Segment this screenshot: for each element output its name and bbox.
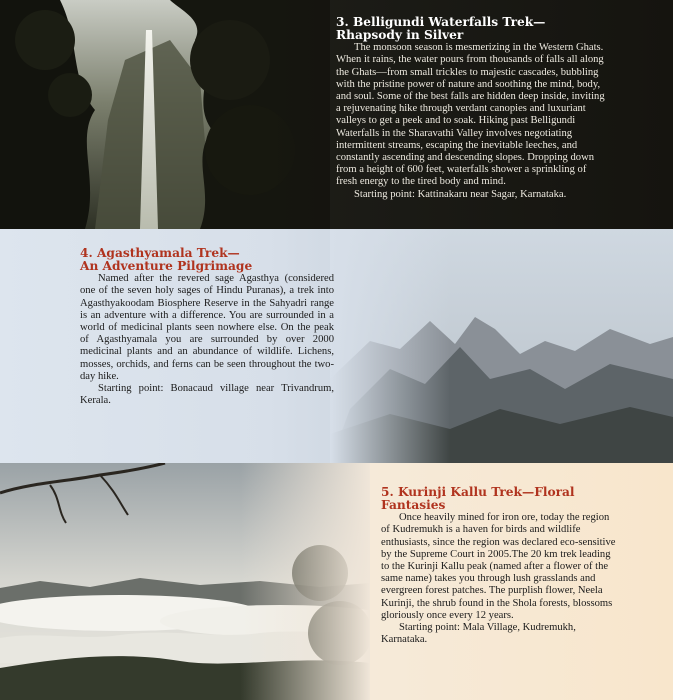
trek-body-kurinji-kallu: Once heavily mined for iron ore, today the region of Kudremukh is a haven for birds and wildlife enthusiasts, since the region was declared eco-sensitive by the Supreme Court in 2005.The 20 km trek leading to the Kurinji Kallu peak (named after a flower of the same name) takes you through lush grasslands and evergreen forest patches. The purplish flower, Neela Kurinji, the shrub found in the Shola forests, blossoms gloriously once every 12 years. — [381, 512, 616, 621]
trek-section-kurinji-kallu — [0, 463, 673, 700]
trek-body-belligundi: The monsoon season is mesmerizing in the Western Ghats. When it rains, the water pours from thousands of falls all along the Ghats—from small trickles to majestic cascades, bubbling with the pristine power of nature and soothing the mind, body, and soul. Some of the best falls are hidden deep inside, inviting a rejuvenating hike through verdant canopies and luxuriant valleys to get a peek and to soak. Hiking past Belligundi Waterfalls in the Sharavathi Valley involves negotiating intermittent streams, escaping the inevitable leeches, and constantly ascending and descending slopes. Dropping down from a height of 600 feet, waterfalls shower a sprinkling of fresh energy to the tired body and mind. — [336, 42, 605, 188]
trek-text-kurinji-kallu — [381, 486, 617, 646]
trek-text-belligundi — [336, 16, 606, 201]
trek-text-agasthyamala — [80, 247, 334, 407]
misty-mountains-photo — [330, 229, 673, 463]
trek-title-kurinji-kallu: 5. Kurinji Kallu Trek—Floral Fantasies — [381, 485, 575, 512]
trek-starting-point-belligundi: Starting point: Kattinakaru near Sagar, Karnataka. — [354, 188, 567, 200]
clouds-valley-photo — [0, 463, 370, 700]
trek-body-agasthyamala: Named after the revered sage Agasthya (considered one of the seven holy sages of Hindu Puranas), a trek into Agasthyakoodam Biosphere Reserve in the Sahyadri range is an adventure with a difference. You are surrounded in a world of medicinal plants seen nowhere else. On the peak of Agasthyamala you are surrounded by over 2000 medicinal plants and an abundance of wildlife. Lichens, mosses, orchids, and ferns can be seen throughout the two-day hike. — [80, 273, 334, 382]
trek-title-agasthyamala: 4. Agasthyamala Trek— An Adventure Pilgrimage — [80, 246, 253, 273]
trek-section-belligundi — [0, 0, 673, 229]
trek-starting-point-agasthyamala: Starting point: Bonacaud village near Trivandrum, Kerala. — [80, 383, 334, 407]
trek-starting-point-kurinji-kallu: Starting point: Mala Village, Kudremukh, Karnataka. — [381, 622, 576, 646]
waterfall-forest-photo — [0, 0, 330, 229]
trek-title-belligundi: 3. Belligundi Waterfalls Trek— Rhapsody in Silver — [336, 15, 546, 42]
trek-section-agasthyamala — [0, 229, 673, 463]
